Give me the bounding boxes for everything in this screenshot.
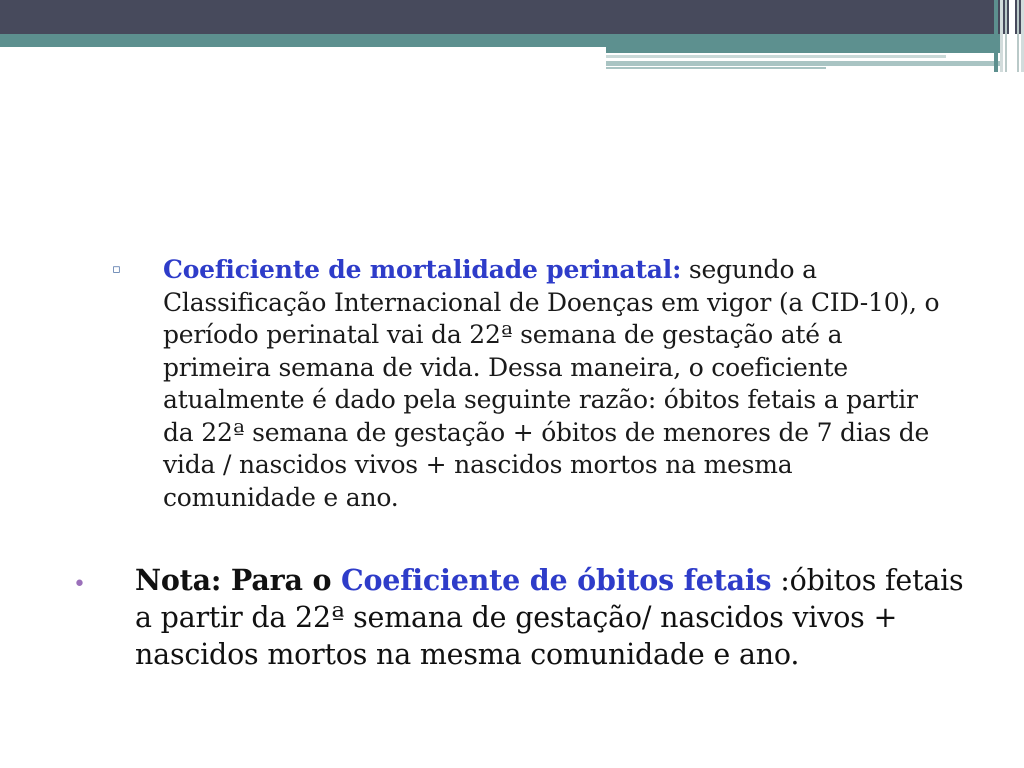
sub-bullet-colon: : xyxy=(672,255,682,284)
sub-bullet-text: segundo a Classificação Internacional de Doenças em vigor (a CID-10), o período perinatal vai da 22ª semana de gestação até a primeira semana de vida. Dessa maneira, o coeficiente atualmente é dado pela seguinte razão: óbitos fetais a partir da 22ª semana de gestação + óbitos de menores de 7 dias de vida / nascidos vivos + nascidos mortos na mesma comunidade e ano. xyxy=(163,255,940,512)
main-bullet-term: Coeficiente de óbitos fetais xyxy=(341,563,772,597)
sub-bullet-paragraph xyxy=(163,254,943,514)
main-bullet-marker: • xyxy=(73,572,86,597)
sub-bullet-marker: ▫ xyxy=(112,262,121,277)
main-bullet-paragraph xyxy=(135,562,965,673)
sub-bullet-term: Coeficiente de mortalidade perinatal xyxy=(163,255,673,284)
main-bullet-text: :óbitos fetais a partir da 22ª semana de gestação/ nascidos vivos + nascidos mortos na mesma comunidade e ano. xyxy=(135,564,964,671)
main-bullet-lead: Nota: Para o xyxy=(135,563,342,597)
